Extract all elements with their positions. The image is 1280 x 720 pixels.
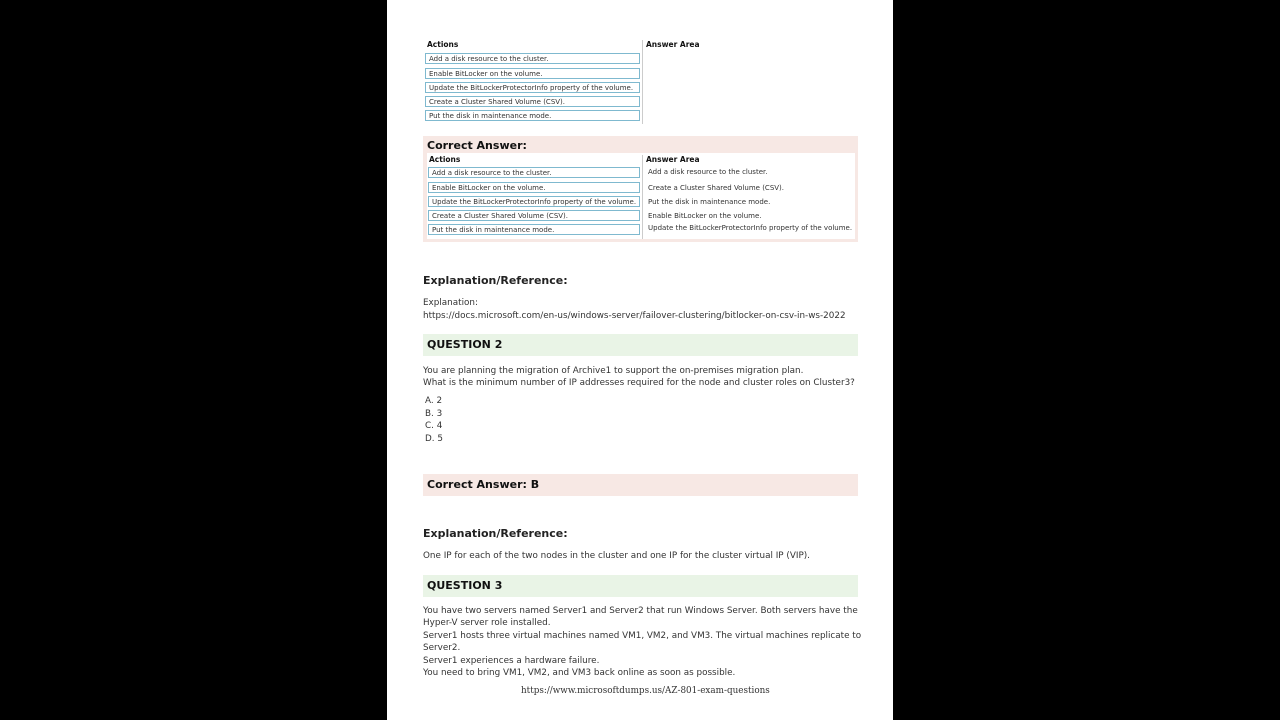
question-2-explanation-heading: Explanation/Reference: — [423, 527, 568, 540]
explanation-label: Explanation: — [423, 298, 478, 308]
option-a: A. 2 — [425, 396, 443, 406]
answer-step: Put the disk in maintenance mode. — [648, 198, 771, 206]
option-b: B. 3 — [425, 409, 443, 419]
actions-heading: Actions — [427, 40, 459, 49]
answer-step: Create a Cluster Shared Volume (CSV). — [648, 184, 785, 192]
correct-answer-label: Correct Answer: — [427, 139, 527, 152]
action-item[interactable]: Put the disk in maintenance mode. — [425, 110, 640, 121]
answer-step: Add a disk resource to the cluster. — [648, 168, 768, 176]
correct-action-item: Add a disk resource to the cluster. — [428, 167, 640, 178]
reference-link[interactable]: https://docs.microsoft.com/en-us/windows-server/failover-clustering/bitlocker-on-csv-in-ws-2022 — [423, 311, 846, 321]
question-2-title: QUESTION 2 — [427, 338, 503, 351]
explanation-heading: Explanation/Reference: — [423, 274, 568, 287]
answer-step: Enable BitLocker on the volume. — [648, 212, 762, 220]
correct-action-item: Put the disk in maintenance mode. — [428, 224, 640, 235]
correct-column-divider — [642, 155, 643, 239]
question-2-correct-answer: Correct Answer: B — [427, 478, 540, 491]
action-item[interactable]: Create a Cluster Shared Volume (CSV). — [425, 96, 640, 107]
document-page — [387, 0, 893, 720]
answer-step: Update the BitLockerProtectorInfo property of the volume. — [648, 224, 853, 232]
action-item[interactable]: Enable BitLocker on the volume. — [425, 68, 640, 79]
question-2-explanation: One IP for each of the two nodes in the cluster and one IP for the cluster virtual IP (VIP). — [423, 551, 810, 561]
question-3-text: Server1 hosts three virtual machines named VM1, VM2, and VM3. The virtual machines replicate to — [423, 631, 862, 641]
correct-action-item: Enable BitLocker on the volume. — [428, 182, 640, 193]
option-c: C. 4 — [425, 421, 443, 431]
option-d: D. 5 — [425, 434, 443, 444]
question-3-title: QUESTION 3 — [427, 579, 503, 592]
action-item[interactable]: Update the BitLockerProtectorInfo property of the volume. — [425, 82, 640, 93]
column-divider — [642, 40, 643, 124]
correct-action-item: Update the BitLockerProtectorInfo property of the volume. — [428, 196, 640, 207]
question-3-text: Hyper-V server role installed. — [423, 618, 551, 628]
question-2-text: What is the minimum number of IP addresses required for the node and cluster roles on Cluster3? — [423, 378, 855, 388]
answer-area-heading: Answer Area — [646, 40, 700, 49]
correct-action-item: Create a Cluster Shared Volume (CSV). — [428, 210, 640, 221]
correct-actions-heading: Actions — [429, 155, 461, 164]
question-3-text: Server2. — [423, 643, 461, 653]
question-3-text: You have two servers named Server1 and Server2 that run Windows Server. Both servers have the — [423, 606, 858, 616]
correct-answer-area-heading: Answer Area — [646, 155, 700, 164]
footer-url[interactable]: https://www.microsoftdumps.us/AZ-801-exam-questions — [521, 686, 770, 696]
question-3-text: You need to bring VM1, VM2, and VM3 back online as soon as possible. — [423, 668, 736, 678]
question-3-text: Server1 experiences a hardware failure. — [423, 656, 600, 666]
action-item[interactable]: Add a disk resource to the cluster. — [425, 53, 640, 64]
question-2-text: You are planning the migration of Archive1 to support the on-premises migration plan. — [423, 366, 804, 376]
